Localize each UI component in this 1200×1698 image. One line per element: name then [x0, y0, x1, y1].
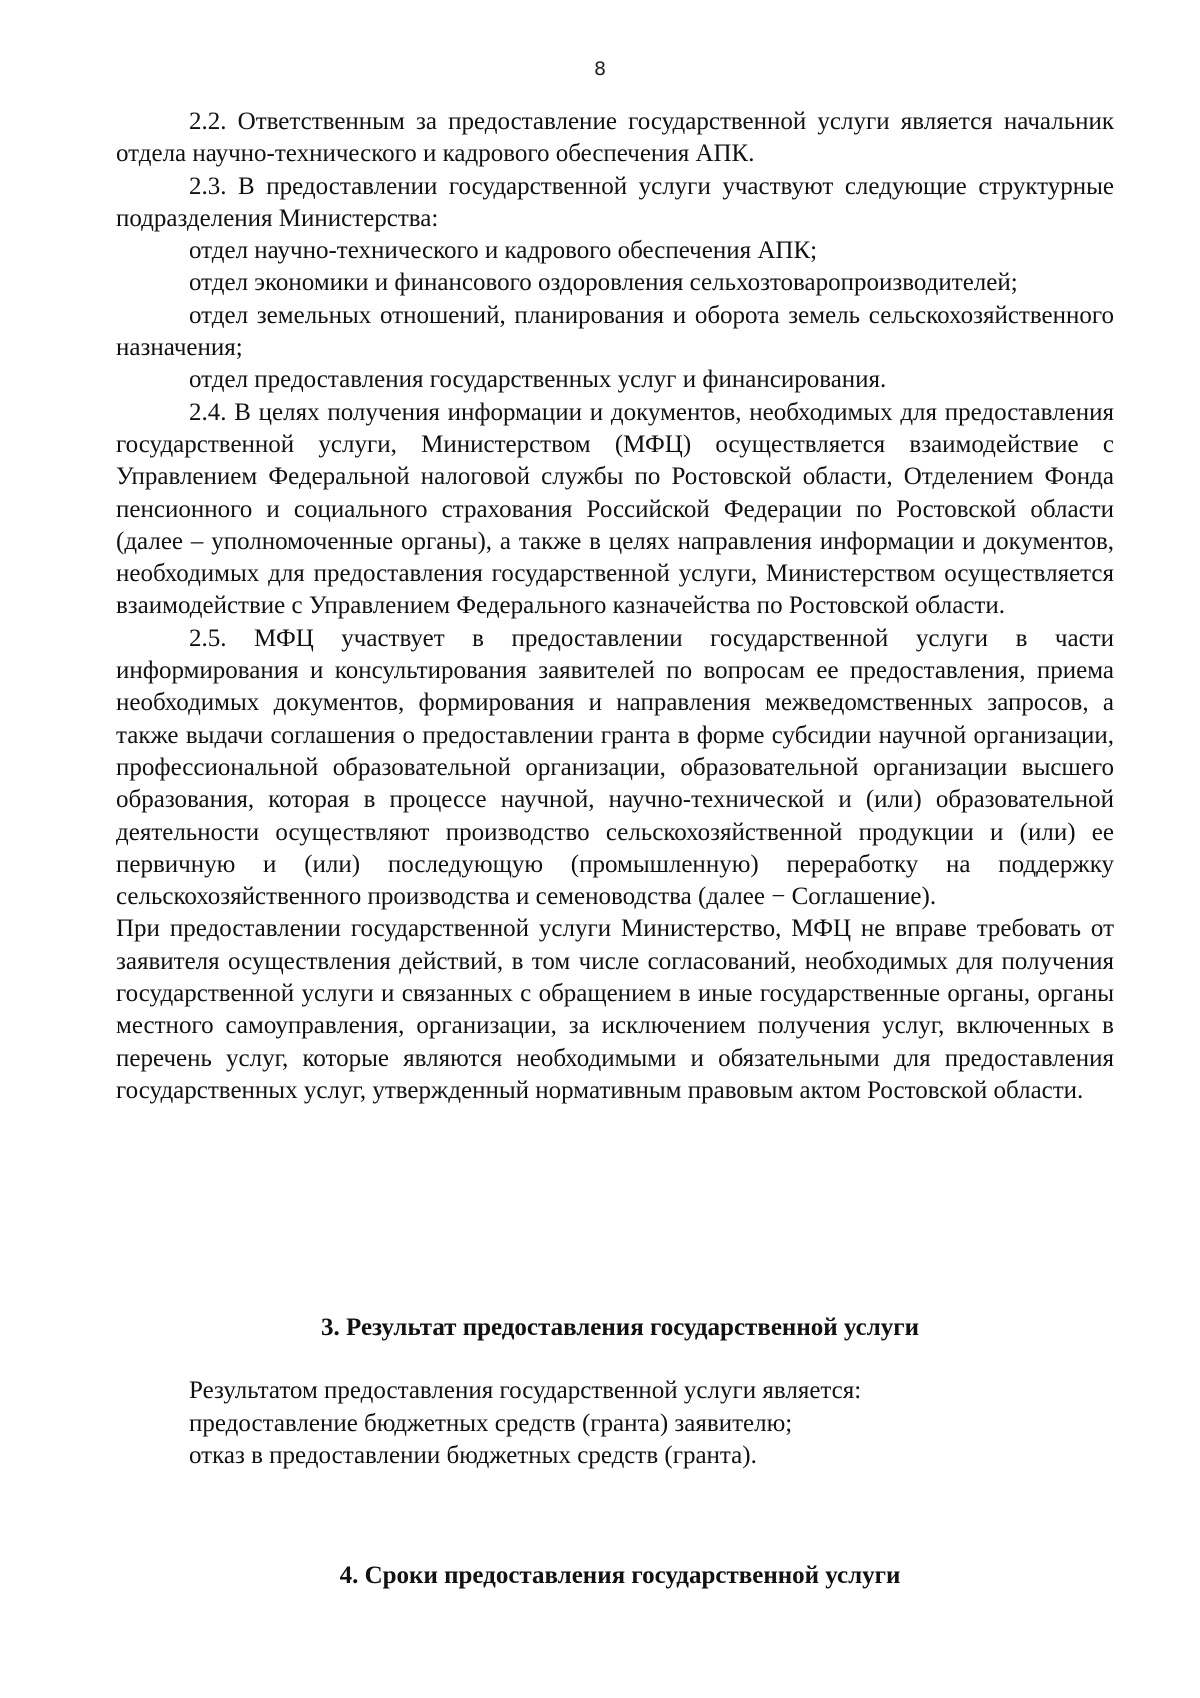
- department-item: отдел научно-технического и кадрового обеспечения АПК;: [189, 237, 818, 265]
- result-intro-line: Результатом предоставления государственной услуги является:: [189, 1377, 862, 1404]
- department-item: отдел земельных отношений, планирования и оборота земель сельскохозяйственного назначения;: [116, 301, 1114, 362]
- paragraph-2-4: 2.4. В целях получения информации и документов, необходимых для предоставления государственной услуги, Министерством (МФЦ) осуществляется взаимодействие с Управлением Федеральной налоговой службы по Ростовской области, Отделением Фонда пенсионного и социального страхования Российской Федерации по Ростовской области (далее – уполномоченные органы), а также в целях направления информации и документов, необходимых для предоставления государственной услуги, Министерством осуществляется взаимодействие с Управлением Федерального казначейства по Ростовской области.: [116, 398, 1114, 620]
- section-4-heading: 4. Сроки предоставления государственной услуги: [339, 1562, 901, 1589]
- section-3-heading: 3. Результат предоставления государственной услуги: [321, 1314, 919, 1341]
- section-3-result-list: [189, 1375, 861, 1473]
- paragraph-2-5: 2.5. МФЦ участвует в предоставлении государственной услуги в части информирования и консультирования заявителей по вопросам ее предоставления, приема необходимых документов, формирования и направления межведомственных запросов, а также выдачи соглашения о предоставлении гранта в форме субсидии научной организации, профессиональной образовательной организации, образовательной организации высшего образования, которая в процессе научной, научно-технической и (или) образовательной деятельности осуществляют производство сельскохозяйственной продукции и (или) ее первичную и (или) последующую (промышленную) переработку на поддержку сельскохозяйственного производства и семеноводства (далее − Соглашение).: [116, 624, 1114, 911]
- paragraph-2-3: 2.3. В предоставлении государственной услуги участвуют следующие структурные подразделения Министерства:: [116, 172, 1114, 232]
- department-item: отдел предоставления государственных услуг и финансирования.: [189, 366, 887, 394]
- section-2-body: [116, 106, 1114, 1107]
- result-item: предоставление бюджетных средств (гранта) заявителю;: [189, 1409, 793, 1437]
- page-number: 8: [593, 58, 607, 80]
- department-item: отдел экономики и финансового оздоровления сельхозтоваропроизводителей;: [189, 269, 1018, 297]
- result-item: отказ в предоставлении бюджетных средств (гранта).: [189, 1442, 757, 1469]
- paragraph-restriction: При предоставлении государственной услуги Министерство, МФЦ не вправе требовать от заявителя осуществления действий, в том числе согласований, необходимых для получения государственной услуги и связанных с обращением в иные государственные органы, органы местного самоуправления, организации, за исключением получения услуг, включенных в перечень услуг, которые являются необходимыми и обязательными для предоставления государственных услуг, утвержденный нормативным правовым актом Ростовской области.: [116, 915, 1114, 1104]
- paragraph-2-2: 2.2. Ответственным за предоставление государственной услуги является начальник отдела научно-технического и кадрового обеспечения АПК.: [116, 108, 1114, 168]
